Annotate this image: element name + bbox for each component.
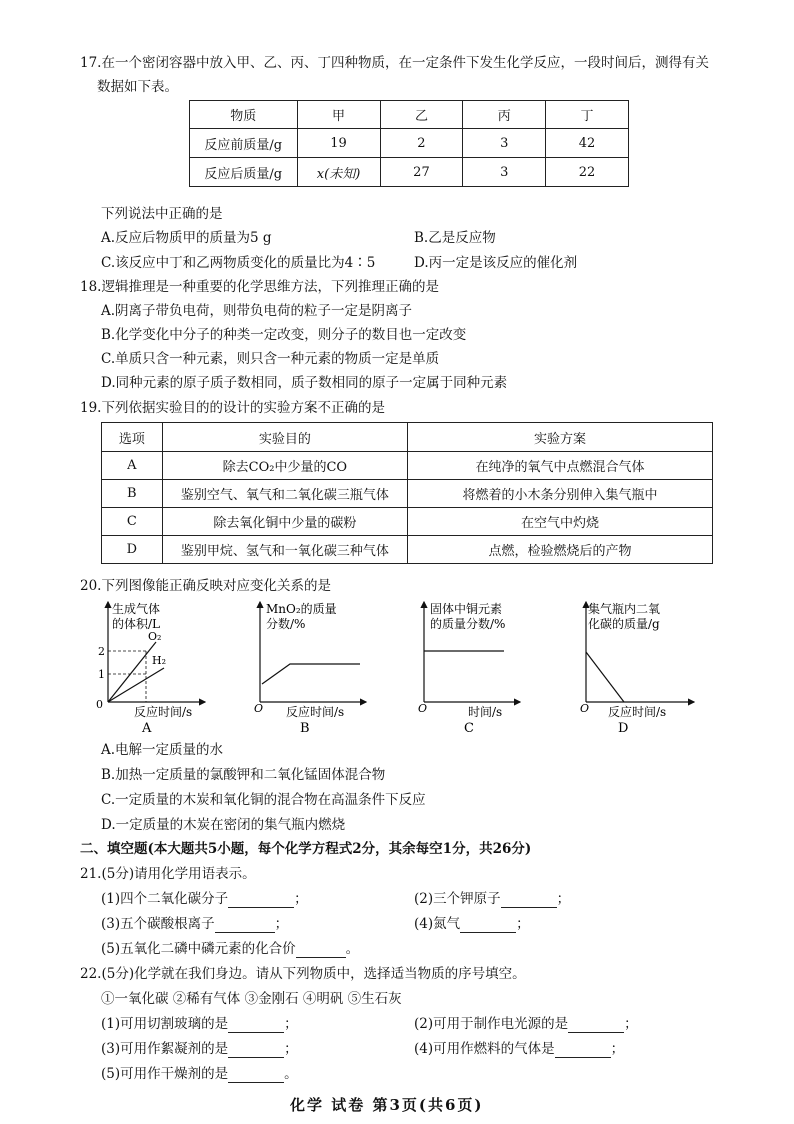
graph-a-origin: 0 xyxy=(96,698,103,711)
graph-a-label-o2: O₂ xyxy=(148,630,162,643)
q22-substances: ①一氧化碳 ②稀有气体 ③金刚石 ④明矾 ⑤生石灰 xyxy=(101,991,402,1007)
table-header-cell: 实验目的 xyxy=(162,423,407,452)
table-cell: 鉴别甲烷、氢气和一氧化碳三种气体 xyxy=(162,536,407,564)
q17-question: 下列说法中正确的是 xyxy=(101,206,223,222)
q21-item-4: (4)氮气 ； xyxy=(414,916,530,932)
table-header-cell: 乙 xyxy=(380,101,463,129)
q18-option-b: B.化学变化中分子的种类一定改变，则分子的数目也一定改变 xyxy=(101,327,467,343)
q22-item-5-text: (5)可用作干燥剂的是 xyxy=(101,1066,229,1082)
graph-c-ylabel-2: 的质量分数/% xyxy=(430,617,506,631)
answer-blank[interactable] xyxy=(228,893,294,908)
table-cell: 2 xyxy=(380,129,463,158)
q22-item-4: (4)可用作燃料的气体是 ； xyxy=(414,1041,625,1057)
table-cell: A xyxy=(102,452,163,480)
table-cell: D xyxy=(102,536,163,564)
q20-option-b: B.加热一定质量的氯酸钾和二氧化锰固体混合物 xyxy=(101,767,386,783)
q21-item-1: (1)四个二氧化碳分子 ； xyxy=(101,891,308,907)
graph-a-label-h2: H₂ xyxy=(152,654,167,667)
table-header-cell: 丁 xyxy=(546,101,629,129)
table-header-cell: 物质 xyxy=(190,101,298,129)
graph-d-line xyxy=(586,652,624,702)
table-cell: 22 xyxy=(546,158,629,187)
q21-item-2: (2)三个钾原子 ； xyxy=(414,891,571,907)
graph-d xyxy=(574,598,704,738)
answer-blank[interactable] xyxy=(501,893,557,908)
q22-item-5: (5)可用作干燥剂的是 。 xyxy=(101,1066,298,1082)
graph-a-ylabel-1: 生成气体 xyxy=(112,602,161,616)
graph-a-letter: A xyxy=(142,721,152,736)
answer-blank[interactable] xyxy=(215,918,275,933)
graph-b-origin: O xyxy=(254,702,264,715)
answer-blank[interactable] xyxy=(568,1018,624,1033)
q19-stem: 19.下列依据实验目的的设计的实验方案不正确的是 xyxy=(80,400,385,416)
q22-item-1: (1)可用切割玻璃的是 ； xyxy=(101,1016,298,1032)
answer-blank[interactable] xyxy=(296,943,346,958)
table-cell: 在纯净的氧气中点燃混合气体 xyxy=(408,452,713,480)
q17-stem-line2: 数据如下表。 xyxy=(97,79,178,95)
q22-item-4-text: (4)可用作燃料的气体是 xyxy=(414,1041,555,1057)
table-cell: 鉴别空气、氧气和二氧化碳三瓶气体 xyxy=(162,480,407,508)
graph-d-letter: D xyxy=(618,721,629,736)
graph-a-ytick: 2 xyxy=(98,645,105,658)
graph-b-line xyxy=(262,664,360,684)
table-header-cell: 实验方案 xyxy=(408,423,713,452)
q22-item-2: (2)可用于制作电光源的是 ； xyxy=(414,1016,638,1032)
graph-b xyxy=(248,598,378,738)
q20-stem: 20.下列图像能正确反映对应变化关系的是 xyxy=(80,578,331,594)
q21-stem: 21.(5分)请用化学用语表示。 xyxy=(80,866,256,882)
table-cell: 42 xyxy=(546,129,629,158)
q17-data-table xyxy=(189,100,629,187)
table-cell: C xyxy=(102,508,163,536)
graph-a-ytick: 1 xyxy=(98,668,105,681)
q17-option-c: C.该反应中丁和乙两物质变化的质量比为4∶5 xyxy=(101,255,376,271)
graph-c xyxy=(412,598,532,738)
table-cell: 反应后质量/g xyxy=(190,158,298,187)
table-cell: B xyxy=(102,480,163,508)
q20-option-c: C.一定质量的木炭和氧化铜的混合物在高温条件下反应 xyxy=(101,792,426,808)
graph-c-letter: C xyxy=(464,721,474,736)
q17-stem-line1: 17.在一个密闭容器中放入甲、乙、丙、丁四种物质，在一定条件下发生化学反应，一段时间后，测得有关 xyxy=(80,55,709,71)
graph-b-xlabel: 反应时间/s xyxy=(286,705,345,719)
graph-b-ylabel-2: 分数/% xyxy=(266,617,306,631)
q21-item-4-text: (4)氮气 xyxy=(414,916,461,932)
q21-item-2-text: (2)三个钾原子 xyxy=(414,891,501,907)
q20-option-a: A.电解一定质量的水 xyxy=(101,742,224,758)
graph-d-ylabel-2: 化碳的质量/g xyxy=(588,617,660,631)
q22-stem: 22.(5分)化学就在我们身边。请从下列物质中，选择适当物质的序号填空。 xyxy=(80,966,526,982)
graph-b-ylabel-1: MnO₂的质量 xyxy=(266,602,337,616)
graph-d-origin: O xyxy=(580,702,590,715)
graph-d-ylabel-1: 集气瓶内二氧 xyxy=(588,602,661,616)
page-footer: 化学 试卷 第3页(共6页) xyxy=(290,1096,484,1114)
q22-item-3: (3)可用作絮凝剂的是 ； xyxy=(101,1041,298,1057)
q21-item-1-text: (1)四个二氧化碳分子 xyxy=(101,891,229,907)
answer-blank[interactable] xyxy=(228,1018,284,1033)
graph-c-xlabel: 时间/s xyxy=(468,705,503,719)
q22-item-3-text: (3)可用作絮凝剂的是 xyxy=(101,1041,229,1057)
table-cell: 27 xyxy=(380,158,463,187)
answer-blank[interactable] xyxy=(228,1068,284,1083)
graph-a-series-h2 xyxy=(108,668,164,702)
q21-item-3-text: (3)五个碳酸根离子 xyxy=(101,916,215,932)
q18-option-a: A.阴离子带负电荷，则带负电荷的粒子一定是阴离子 xyxy=(101,303,413,319)
q18-option-d: D.同种元素的原子质子数相同，质子数相同的原子一定属于同种元素 xyxy=(101,375,508,391)
table-header-cell: 选项 xyxy=(102,423,163,452)
table-cell: x(未知) xyxy=(297,158,380,187)
table-cell: 在空气中灼烧 xyxy=(408,508,713,536)
answer-blank[interactable] xyxy=(228,1043,284,1058)
table-cell: 3 xyxy=(463,158,546,187)
graph-a-ylabel-2: 的体积/L xyxy=(112,617,161,631)
table-header-cell: 甲 xyxy=(297,101,380,129)
graph-a-xlabel: 反应时间/s xyxy=(134,705,193,719)
table-header-cell: 丙 xyxy=(463,101,546,129)
table-cell: 3 xyxy=(463,129,546,158)
q18-option-c: C.单质只含一种元素，则只含一种元素的物质一定是单质 xyxy=(101,351,440,367)
table-cell: 19 xyxy=(297,129,380,158)
graph-a xyxy=(90,598,240,738)
q22-item-1-text: (1)可用切割玻璃的是 xyxy=(101,1016,229,1032)
q21-item-5-text: (5)五氧化二磷中磷元素的化合价 xyxy=(101,941,296,957)
q22-item-2-text: (2)可用于制作电光源的是 xyxy=(414,1016,569,1032)
table-cell: 将燃着的小木条分别伸入集气瓶中 xyxy=(408,480,713,508)
q18-stem: 18.逻辑推理是一种重要的化学思维方法，下列推理正确的是 xyxy=(80,279,439,295)
table-cell: 除去氧化铜中少量的碳粉 xyxy=(162,508,407,536)
q21-item-5: (5)五氧化二磷中磷元素的化合价 。 xyxy=(101,941,360,957)
q17-option-d: D.丙一定是该反应的催化剂 xyxy=(414,255,578,271)
table-cell: 点燃，检验燃烧后的产物 xyxy=(408,536,713,564)
graph-c-ylabel-1: 固体中铜元素 xyxy=(430,602,503,616)
graph-c-origin: O xyxy=(418,702,428,715)
q17-option-a: A.反应后物质甲的质量为5 g xyxy=(101,230,272,246)
q19-experiment-table xyxy=(101,422,713,564)
q21-item-3: (3)五个碳酸根离子 ； xyxy=(101,916,289,932)
q20-option-d: D.一定质量的木炭在密闭的集气瓶内燃烧 xyxy=(101,817,346,833)
graph-b-letter: B xyxy=(300,721,310,736)
section-2-heading: 二、填空题(本大题共5小题，每个化学方程式2分，其余每空1分，共26分) xyxy=(80,841,532,857)
q17-option-b: B.乙是反应物 xyxy=(414,230,496,246)
table-cell: 除去CO₂中少量的CO xyxy=(162,452,407,480)
table-cell: 反应前质量/g xyxy=(190,129,298,158)
answer-blank[interactable] xyxy=(460,918,516,933)
answer-blank[interactable] xyxy=(555,1043,611,1058)
graph-d-xlabel: 反应时间/s xyxy=(608,705,667,719)
